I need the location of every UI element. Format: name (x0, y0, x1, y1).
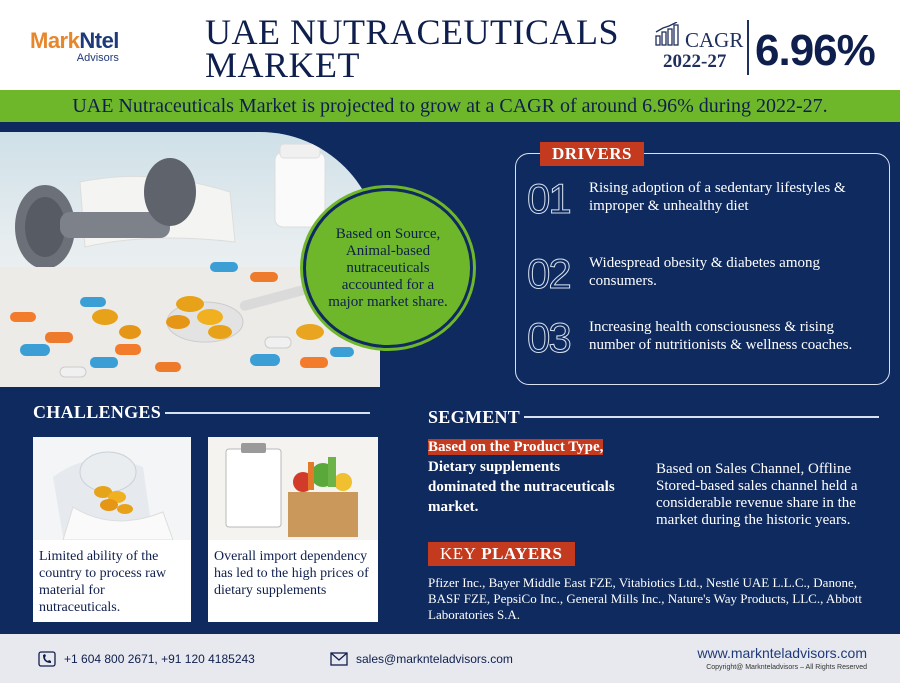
key-players-tag-a: KEY (440, 544, 477, 563)
footer-email[interactable] (330, 651, 513, 667)
driver-number: 02 (527, 250, 570, 297)
challenge-text: Overall import dependency has led to the high prices of dietary supplements (214, 549, 369, 598)
cagr-divider (747, 20, 749, 75)
key-players-tag-b: PLAYERS (481, 544, 563, 563)
phone-text: +1 604 800 2671, +91 120 4185243 (64, 652, 255, 666)
challenge-card (33, 437, 191, 622)
driver-number: 01 (527, 175, 570, 222)
cagr-box (655, 20, 875, 75)
segment-sales-channel: Based on Sales Channel, Offline Stored-based sales channel held a considerable revenue share in the market during the historic years. (656, 461, 858, 528)
capsules-jar-image (33, 437, 191, 540)
title-line-2: MARKET (205, 45, 360, 85)
title-line-1: UAE NUTRACEUTICALS (205, 12, 619, 52)
logo-mark: Mark (30, 28, 80, 53)
driver-text: Rising adoption of a sedentary lifestyles & improper & unhealthy diet (589, 180, 846, 214)
key-players-list: Pfizer Inc., Bayer Middle East FZE, Vitabiotics Ltd., Nestlé UAE L.L.C., Danone, BASF FZE, PepsiCo Inc., General Mills Inc., Nature's Way Products, LLC., Abbott Laboratories S.A. (428, 575, 862, 622)
footer (0, 634, 900, 683)
groceries-clipboard-image (208, 437, 378, 540)
challenge-text: Limited ability of the country to process raw material for nutraceuticals. (39, 549, 167, 615)
bar-chart-icon (655, 22, 681, 46)
email-text: sales@marknteladvisors.com (356, 652, 513, 666)
website-link[interactable]: www.marknteladvisors.com (697, 645, 867, 661)
logo-sub: Advisors (76, 52, 119, 64)
segment-product-text: Dietary supplements dominated the nutraceuticals market. (428, 459, 615, 515)
challenges-title: CHALLENGES (33, 402, 162, 422)
segment-divider (524, 416, 879, 418)
mail-icon (330, 651, 348, 667)
page-title (205, 12, 619, 85)
drivers-tag: DRIVERS (540, 142, 644, 166)
segment-highlight: Based on the Product Type, (428, 439, 604, 455)
driver-text: Increasing health consciousness & rising number of nutritionists & wellness coaches. (589, 319, 853, 353)
copyright: Copyright@ Marknteladvisors – All Rights Reserved (706, 664, 867, 671)
driver-text: Widespread obesity & diabetes among consumers. (589, 255, 820, 289)
segment-product-type (428, 437, 628, 517)
key-players-tag (428, 542, 575, 566)
challenges-divider (165, 412, 370, 414)
footer-phone[interactable] (38, 651, 255, 667)
cagr-label: CAGR (685, 28, 744, 52)
cagr-value: 6.96% (755, 26, 875, 75)
phone-icon (38, 651, 56, 667)
segment-title: SEGMENT (428, 407, 521, 427)
highlight-circle (303, 188, 473, 348)
header (0, 0, 900, 90)
driver-number: 03 (527, 314, 570, 361)
highlight-text: Based on Source, Animal-based nutraceuticals accounted for a major market share. (328, 225, 448, 310)
growth-banner: UAE Nutraceuticals Market is projected to grow at a CAGR of around 6.96% during 2022-27. (0, 90, 900, 122)
logo-ntel: Ntel (79, 28, 119, 53)
cagr-years: 2022-27 (663, 51, 727, 72)
logo[interactable] (30, 30, 119, 64)
challenge-card (208, 437, 378, 622)
